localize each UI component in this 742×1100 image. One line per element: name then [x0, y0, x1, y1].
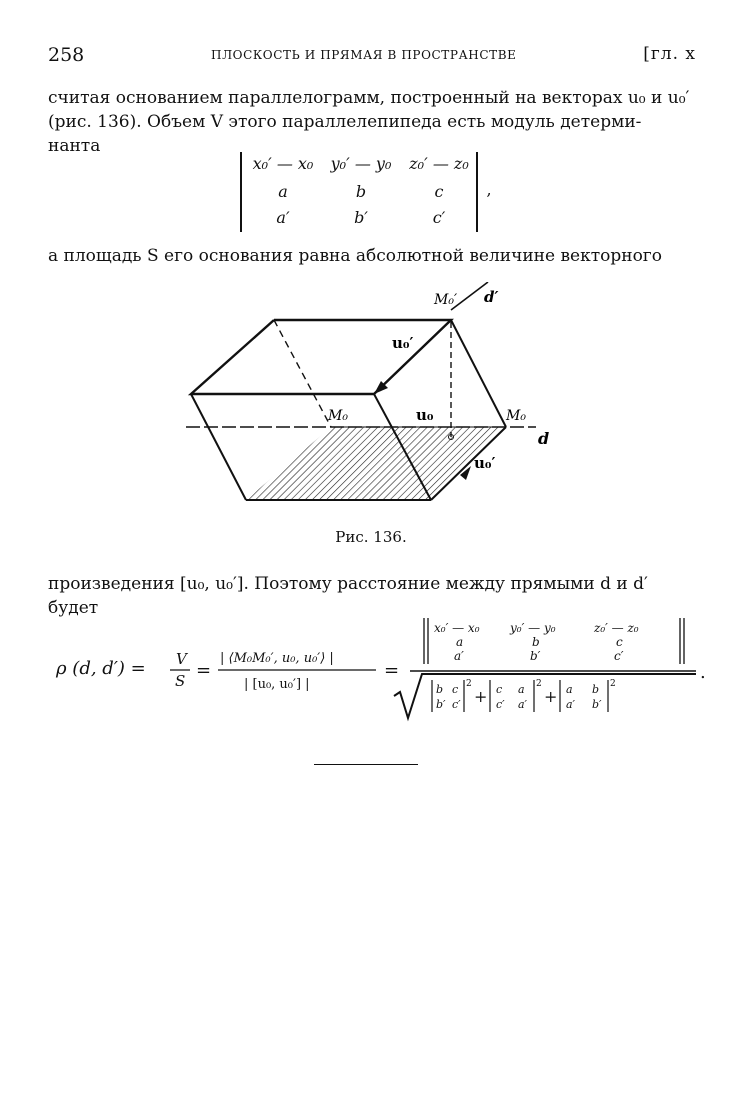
label-d: d — [538, 429, 550, 448]
minor-cell: a′ — [566, 698, 576, 711]
paragraph-1 — [48, 86, 696, 158]
plus-sign: + — [544, 687, 558, 706]
num-det-cell: y₀′ — y₀ — [510, 621, 556, 635]
edge — [451, 320, 506, 427]
frac1-numerator: V — [176, 650, 187, 668]
formula-equals-1: = — [196, 660, 212, 681]
running-title: ПЛОСКОСТЬ И ПРЯМАЯ В ПРОСТРАНСТВЕ — [211, 48, 517, 62]
formula-period: . — [700, 662, 706, 683]
num-det-cell: b′ — [530, 649, 541, 663]
label-u0-prime-top: u₀′ — [392, 334, 414, 352]
hatched-base — [246, 427, 506, 500]
minor-cell: c′ — [452, 698, 461, 711]
section-end-rule — [314, 764, 418, 765]
det-cell: a — [278, 182, 288, 201]
determinant-left-bar — [240, 152, 242, 232]
minor-cell: b — [436, 683, 444, 696]
det-cell: b′ — [354, 208, 368, 227]
label-u0-prime-bottom: u₀′ — [474, 454, 496, 472]
hidden-edge — [274, 320, 331, 427]
minor-cell: c′ — [496, 698, 505, 711]
paragraph-3 — [48, 572, 696, 620]
determinant-display — [236, 150, 506, 236]
paragraph-3-line-1: произведения [u₀, u₀′]. Поэтому расстояние между прямыми d и d′ — [48, 574, 648, 594]
det-trailing-comma: , — [486, 180, 492, 199]
det-cell: y₀′ — y₀ — [330, 154, 392, 173]
vector-u0-prime — [378, 320, 451, 390]
formula-svg — [48, 614, 708, 724]
minor-cell: b′ — [592, 698, 602, 711]
label-m0-left: M₀ — [328, 408, 348, 424]
num-det-cell: a′ — [454, 649, 464, 663]
label-m0-right: M₀ — [506, 408, 526, 424]
minor-cell: b — [592, 683, 600, 696]
num-det-cell: c — [616, 635, 623, 649]
frac1-denominator: S — [175, 672, 186, 690]
frac2-denominator: | [u₀, u₀′] | — [244, 677, 310, 692]
label-m0-prime: M₀′ — [434, 292, 458, 308]
det-cell: c — [434, 182, 444, 201]
plus-sign: + — [474, 687, 488, 706]
figure-136 — [176, 282, 576, 516]
paragraph-2-line-1: а площадь S его основания равна абсолютной величине векторного — [48, 246, 662, 266]
minor-cell: a′ — [518, 698, 528, 711]
distance-formula — [48, 614, 708, 724]
paragraph-1-line-2: (рис. 136). Объем V этого параллелепипеда есть модуль детерми- — [48, 112, 642, 132]
num-det-cell: x₀′ — x₀ — [434, 621, 480, 635]
page-number: 258 — [48, 44, 85, 66]
label-d-prime: d′ — [484, 288, 499, 306]
running-head — [48, 44, 696, 70]
minor-cell: a — [566, 683, 573, 696]
paragraph-2 — [48, 244, 696, 268]
figure-caption: Рис. 136. — [335, 528, 407, 546]
paragraph-3-line-2: будет — [48, 598, 99, 618]
minor-cell: c — [496, 683, 503, 696]
minor-cell: a — [518, 683, 525, 696]
chapter-label: [гл. х — [643, 44, 696, 64]
square-exponent: 2 — [610, 679, 616, 689]
formula-equals-2: = — [384, 660, 400, 681]
det-cell: b — [355, 182, 367, 201]
minor-cell: b′ — [436, 698, 446, 711]
det-cell: z₀′ — z₀ — [409, 154, 469, 173]
det-cell: x₀′ — x₀ — [252, 154, 314, 173]
square-exponent: 2 — [536, 679, 542, 689]
num-det-cell: z₀′ — z₀ — [594, 621, 639, 635]
edge — [191, 394, 246, 500]
num-det-cell: c′ — [614, 649, 624, 663]
det-cell: a′ — [276, 208, 290, 227]
num-det-cell: b — [532, 635, 540, 649]
label-u0: u₀ — [416, 406, 434, 424]
det-cell: c′ — [432, 208, 446, 227]
paragraph-1-line-3: нанта — [48, 136, 101, 156]
frac2-numerator: | ⟨M₀M₀′, u₀, u₀′⟩ | — [220, 651, 334, 666]
formula-lhs: ρ (d, d′) = — [56, 658, 146, 679]
paragraph-1-line-1: считая основанием параллелограмм, построенный на векторах u₀ и u₀′ — [48, 88, 690, 108]
minor-cell: c — [452, 683, 459, 696]
square-exponent: 2 — [466, 679, 472, 689]
num-det-cell: a — [456, 635, 464, 649]
parallelepiped-diagram — [176, 282, 576, 512]
